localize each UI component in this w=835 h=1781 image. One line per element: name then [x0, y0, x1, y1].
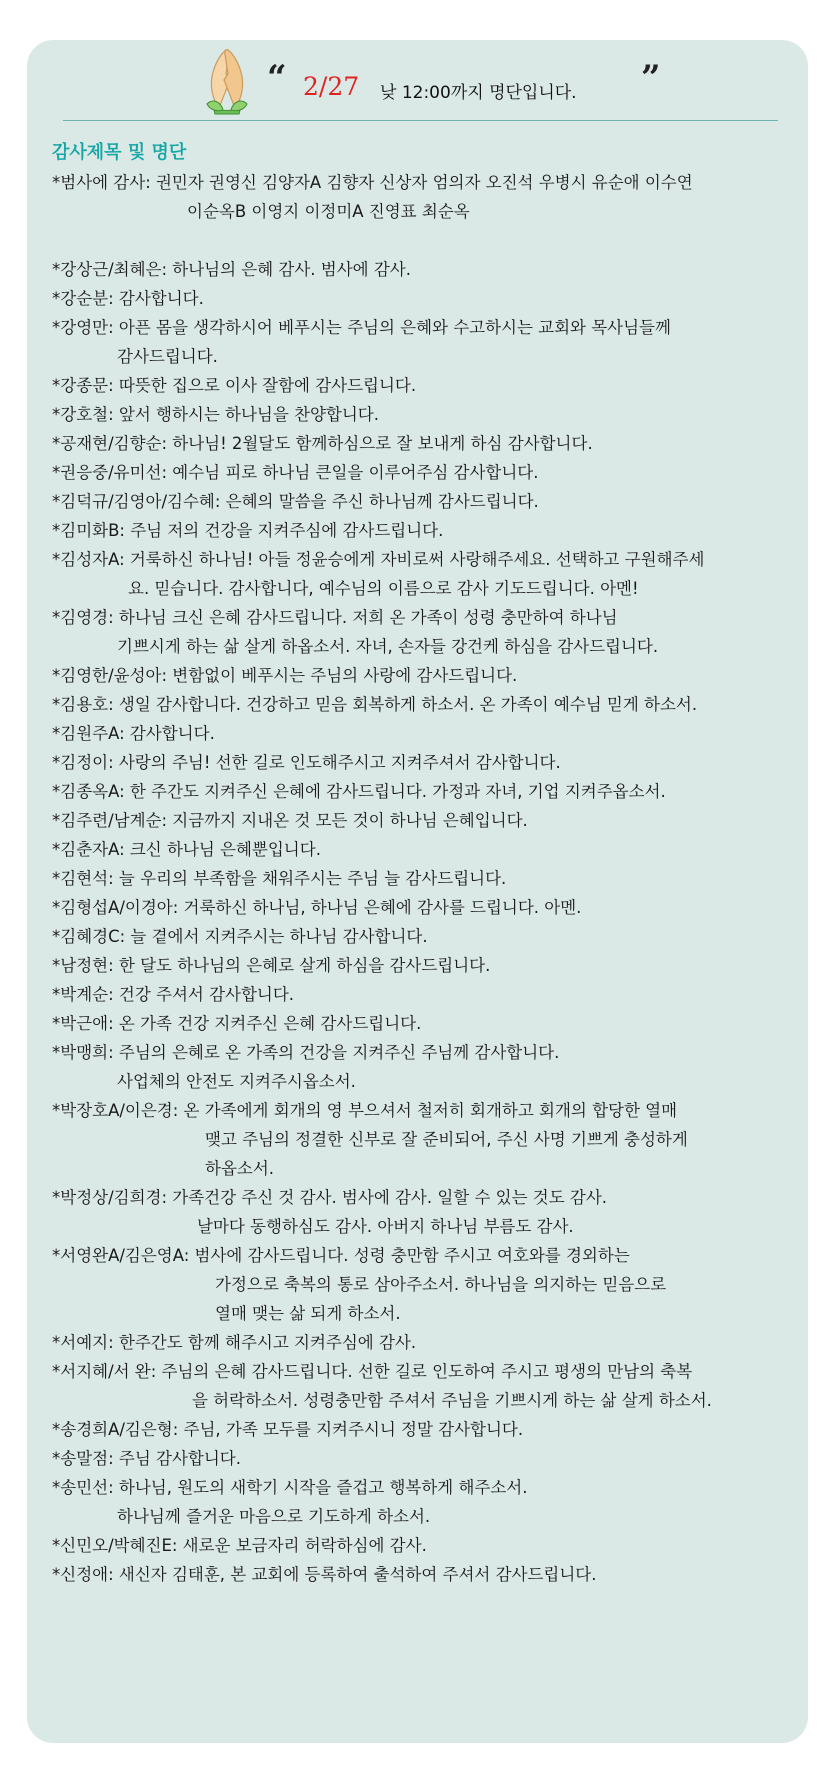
list-item: [52, 806, 802, 835]
list-item: [52, 1241, 802, 1328]
entry-text-continued: 맺고 주님의 정결한 신부로 잘 준비되어, 주신 사명 기쁘게 충성하게: [205, 1130, 688, 1149]
quote-close: ”: [641, 58, 661, 98]
entry-name: *송경희A/김은형:: [52, 1420, 179, 1439]
entry-text-continued: 하나님께 즐거운 마음으로 기도하게 하소서.: [117, 1507, 431, 1526]
entry-text: 가족건강 주신 것 감사. 범사에 감사. 일할 수 있는 것도 감사.: [167, 1188, 608, 1207]
list-item: [52, 458, 802, 487]
entry-text: 새로운 보금자리 허락하심에 감사.: [177, 1536, 427, 1555]
entry-text: 거룩하신 하나님! 아들 정윤승에게 자비로써 사랑해주세요. 선택하고 구원해주세: [124, 550, 705, 569]
entry-text: 주님 저의 건강을 지켜주심에 감사드립니다.: [124, 521, 444, 540]
entry-name: *김용호:: [52, 695, 114, 714]
list-item: [52, 371, 802, 400]
list-item: [52, 1415, 802, 1444]
entry-text-continued: 날마다 동행하심도 감사. 아버지 하나님 부름도 감사.: [197, 1217, 574, 1236]
entry-name: *신정애:: [52, 1565, 114, 1584]
entry-name: *김주련/남계순:: [52, 811, 168, 830]
list-item: [52, 487, 802, 516]
list-item: [52, 313, 802, 371]
entry-text: 예수님 피로 하나님 큰일을 이루어주심 감사합니다.: [167, 463, 539, 482]
list-item: [52, 1328, 802, 1357]
entry-text: 변함없이 베푸시는 주님의 사랑에 감사드립니다.: [167, 666, 518, 685]
entry-name: *송민선:: [52, 1478, 114, 1497]
header-text: 낮 12:00까지 명단입니다.: [380, 83, 577, 103]
praying-hands-icon: [199, 46, 261, 116]
entry-name: *범사에 감사:: [52, 173, 151, 192]
entry-text: 주님의 은혜 감사드립니다. 선한 길로 인도하여 주시고 평생의 만남의 축복: [156, 1362, 693, 1381]
list-item: [52, 429, 802, 458]
list-item: [52, 1357, 802, 1415]
entry-text-continued: 사업체의 안전도 지켜주시옵소서.: [117, 1072, 356, 1091]
entry-name: *서예지:: [52, 1333, 114, 1352]
entry-name: *서지혜/서 완:: [52, 1362, 157, 1381]
entry-text-continued: 감사드립니다.: [117, 347, 218, 366]
entry-name: *강종문:: [52, 376, 114, 395]
entry-name: *공재현/김향순:: [52, 434, 168, 453]
entry-name: *김성자A:: [52, 550, 125, 569]
entry-list: [52, 168, 802, 1589]
entry-name: *김영한/윤성아:: [52, 666, 168, 685]
entry-name: *권응중/유미선:: [52, 463, 168, 482]
entry-text: 하나님! 2월달도 함께하심으로 잘 보내게 하심 감사합니다.: [167, 434, 593, 453]
entry-text: 크신 하나님 은혜뿐입니다.: [124, 840, 321, 859]
entry-name: *박정상/김희경:: [52, 1188, 168, 1207]
entry-text: 온 가족 건강 지켜주신 은혜 감사드립니다.: [113, 1014, 422, 1033]
entry-text: 감사합니다.: [124, 724, 215, 743]
entry-name: *박근애:: [52, 1014, 114, 1033]
list-item: [52, 603, 802, 661]
entry-text: 은혜의 말씀을 주신 하나님께 감사드립니다.: [220, 492, 539, 511]
entry-name: *김미화B:: [52, 521, 125, 540]
entry-text: 앞서 행하시는 하나님을 찬양합니다.: [113, 405, 379, 424]
list-item: [52, 748, 802, 777]
entry-text-continued: 가정으로 축복의 통로 삼아주소서. 하나님을 의지하는 믿음으로: [215, 1275, 667, 1294]
entry-name: *김현석:: [52, 869, 114, 888]
entry-text: 따뜻한 집으로 이사 잘함에 감사드립니다.: [113, 376, 417, 395]
entry-text: 주님, 가족 모두를 지켜주시니 정말 감사합니다.: [178, 1420, 524, 1439]
entry-name: *김종옥A:: [52, 782, 125, 801]
entry-name: *강순분:: [52, 289, 114, 308]
entry-text: 생일 감사합니다. 건강하고 믿음 회복하게 하소서. 온 가족이 예수님 믿게 하소서.: [113, 695, 698, 714]
entry-text: 건강 주셔서 감사합니다.: [113, 985, 295, 1004]
list-item: [52, 719, 802, 748]
entry-name: *김덕규/김영아/김수혜:: [52, 492, 221, 511]
list-item: [52, 1009, 802, 1038]
entry-name: *송말점:: [52, 1449, 114, 1468]
entry-name: *강상근/최혜은:: [52, 260, 168, 279]
entry-text: 범사에 감사드립니다. 성령 충만함 주시고 여호와를 경외하는: [189, 1246, 630, 1265]
list-item: [52, 168, 802, 226]
entry-text: 권민자 권영신 김양자A 김향자 신상자 엄의자 오진석 우병시 유순애 이수연: [150, 173, 693, 192]
list-item: [52, 835, 802, 864]
entry-text: 늘 곁에서 지켜주시는 하나님 감사합니다.: [125, 927, 428, 946]
entry-name: *신민오/박혜진E:: [52, 1536, 178, 1555]
entry-text-continued: 요. 믿습니다. 감사합니다, 예수님의 이름으로 감사 기도드립니다. 아멘!: [128, 579, 639, 598]
entry-text: 지금까지 지내온 것 모든 것이 하나님 은혜입니다.: [167, 811, 528, 830]
entry-text: 아픈 몸을 생각하시어 베푸시는 주님의 은혜와 수고하시는 교회와 목사님들께: [113, 318, 671, 337]
entry-text: 온 가족에게 회개의 영 부으셔서 철저히 회개하고 회개의 합당한 열매: [178, 1101, 678, 1120]
list-item: [52, 777, 802, 806]
entry-name: *박장호A/이은경:: [52, 1101, 179, 1120]
entry-text: 한 달도 하나님의 은혜로 살게 하심을 감사드립니다.: [113, 956, 491, 975]
list-item: [52, 661, 802, 690]
entry-text-continued: 기쁘시게 하는 삶 살게 하옵소서. 자녀, 손자들 강건케 하심을 감사드립니다.: [117, 637, 659, 656]
entry-text: 하나님, 원도의 새학기 시작을 즐겁고 행복하게 해주소서.: [113, 1478, 528, 1497]
entry-text: 감사합니다.: [113, 289, 204, 308]
list-item: [52, 1444, 802, 1473]
list-item: [52, 400, 802, 429]
entry-text: 한 주간도 지켜주신 은혜에 감사드립니다. 가정과 자녀, 기업 지켜주옵소서.: [124, 782, 666, 801]
header: [27, 40, 808, 125]
list-item: [52, 922, 802, 951]
list-item: [52, 284, 802, 313]
entry-text: 거룩하신 하나님, 하나님 은혜에 감사를 드립니다. 아멘.: [178, 898, 582, 917]
entry-text: 주님 감사합니다.: [113, 1449, 241, 1468]
entry-name: *서영완A/김은영A:: [52, 1246, 190, 1265]
entry-name: *강호철:: [52, 405, 114, 424]
list-item: [52, 1038, 802, 1096]
list-item: [52, 1096, 802, 1183]
entry-text: 한주간도 함께 해주시고 지켜주심에 감사.: [113, 1333, 417, 1352]
list-item: [52, 1473, 802, 1531]
entry-name: *강영만:: [52, 318, 114, 337]
entry-text-continued: 을 허락하소서. 성령충만함 주셔서 주님을 기쁘시게 하는 삶 살게 하소서.: [192, 1391, 712, 1410]
entry-name: *김영경:: [52, 608, 114, 627]
entry-text-continued: 이순옥B 이영지 이정미A 진영표 최순옥: [187, 202, 470, 221]
prayer-list-card: [27, 40, 808, 1743]
entry-name: *남정현:: [52, 956, 114, 975]
list-item: [52, 690, 802, 719]
list-item: [52, 516, 802, 545]
entry-text-continued: 하옵소서.: [205, 1159, 275, 1178]
list-item: [52, 1531, 802, 1560]
entry-name: *김형섭A/이경아:: [52, 898, 179, 917]
entry-name: *김정이:: [52, 753, 114, 772]
entry-name: *김원주A:: [52, 724, 125, 743]
header-divider: [63, 120, 778, 121]
entry-text: 하나님의 은혜 감사. 범사에 감사.: [167, 260, 411, 279]
entry-text: 늘 우리의 부족함을 채워주시는 주님 늘 감사드립니다.: [113, 869, 507, 888]
blank-line: [52, 226, 802, 255]
entry-name: *김혜경C:: [52, 927, 126, 946]
entry-name: *김춘자A:: [52, 840, 125, 859]
entry-name: *박계순:: [52, 985, 114, 1004]
entry-text: 새신자 김태훈, 본 교회에 등록하여 출석하여 주셔서 감사드립니다.: [113, 1565, 597, 1584]
entry-text: 사랑의 주님! 선한 길로 인도해주시고 지켜주셔서 감사합니다.: [113, 753, 561, 772]
entry-text: 하나님 크신 은혜 감사드립니다. 저희 온 가족이 성령 충만하여 하나님: [113, 608, 618, 627]
section-title: 감사제목 및 명단: [52, 142, 187, 163]
list-item: [52, 1183, 802, 1241]
quote-open: “: [267, 58, 287, 98]
header-date: 2/27: [303, 72, 360, 101]
entry-text: 주님의 은혜로 온 가족의 건강을 지켜주신 주님께 감사합니다.: [113, 1043, 560, 1062]
entry-text-continued: 열매 맺는 삶 되게 하소서.: [215, 1304, 401, 1323]
list-item: [52, 1560, 802, 1589]
list-item: [52, 893, 802, 922]
list-item: [52, 864, 802, 893]
list-item: [52, 255, 802, 284]
list-item: [52, 980, 802, 1009]
entry-name: *박맹희:: [52, 1043, 114, 1062]
list-item: [52, 545, 802, 603]
list-item: [52, 951, 802, 980]
